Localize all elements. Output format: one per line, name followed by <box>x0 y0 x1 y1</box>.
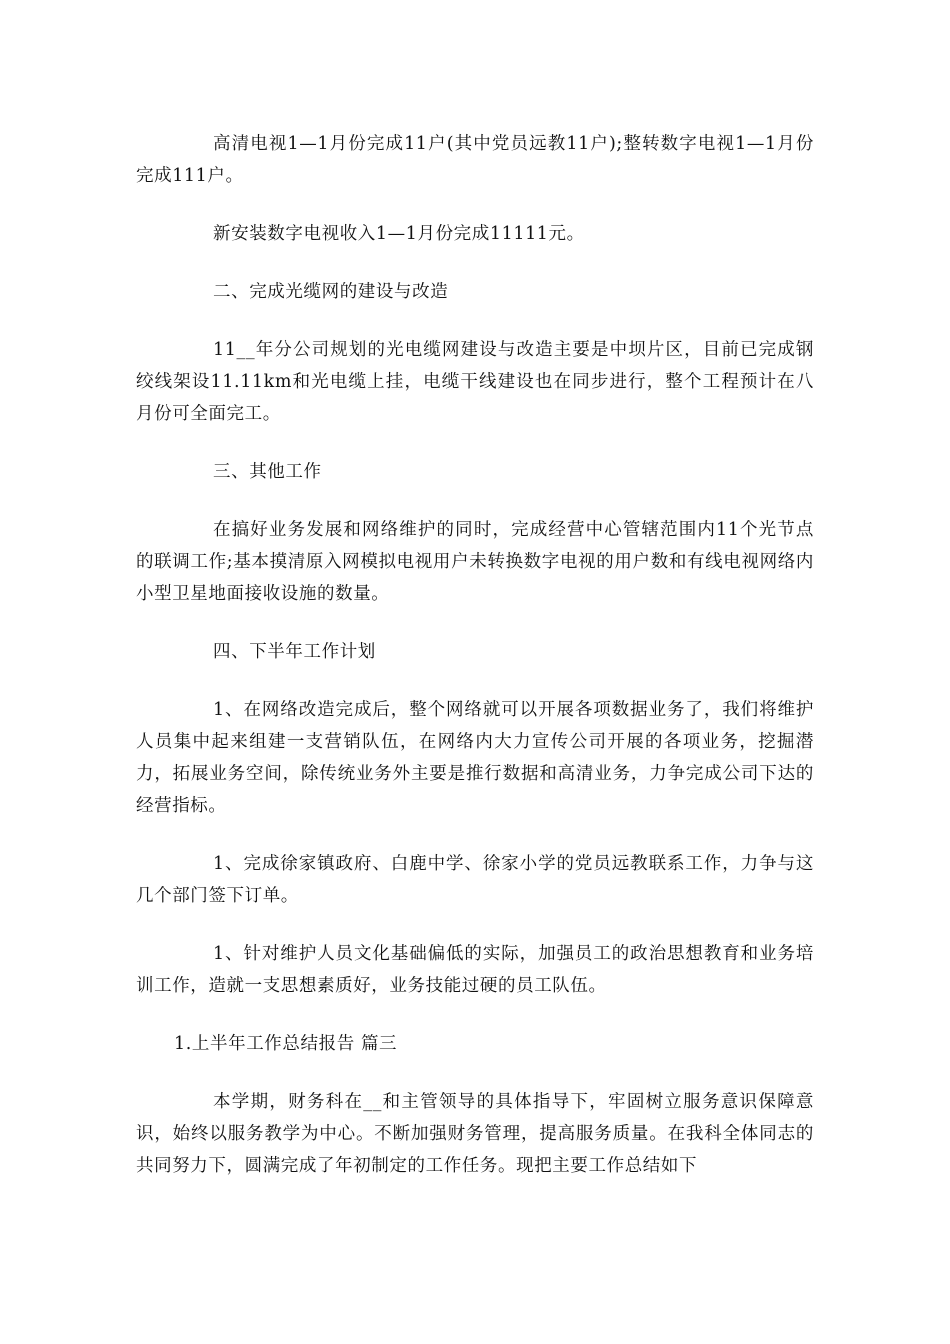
paragraph-other-work: 在搞好业务发展和网络维护的同时，完成经营中心管辖范围内11个光节点的联调工作;基本摸清原入网模拟电视用户未转换数字电视的用户数和有线电视网络内小型卫星地面接收设施的数量。 <box>136 520 814 604</box>
section-heading-second-half-plan: 四、下半年工作计划 <box>213 642 376 662</box>
paragraph-hd-tv: 高清电视1—1月份完成11户(其中党员远教11户);整转数字电视1—1月份完成111户。 <box>136 134 814 186</box>
paragraph-plan-item-3: 1、针对维护人员文化基础偏低的实际，加强员工的政治思想教育和业务培训工作，造就一支思想素质好，业务技能过硬的员工队伍。 <box>136 944 814 996</box>
paragraph-cable-construction: 11__年分公司规划的光电缆网建设与改造主要是中坝片区，目前已完成钢绞线架设11.11km和光电缆上挂，电缆干线建设也在同步进行，整个工程预计在八月份可全面完工。 <box>136 340 814 424</box>
paragraph-new-install-income: 新安装数字电视收入1—1月份完成11111元。 <box>213 224 585 244</box>
document-body <box>136 128 814 1208</box>
paragraph-finance-summary: 本学期，财务科在__和主管领导的具体指导下，牢固树立服务意识保障意识，始终以服务教学为中心。不断加强财务管理，提高服务质量。在我科全体同志的共同努力下，圆满完成了年初制定的工作任务。现把主要工作总结如下 <box>136 1092 814 1176</box>
section-heading-cable-network: 二、完成光缆网的建设与改造 <box>213 282 449 302</box>
paragraph-plan-item-2: 1、完成徐家镇政府、白鹿中学、徐家小学的党员远教联系工作，力争与这几个部门签下订单。 <box>136 854 814 906</box>
paragraph-plan-item-1: 1、在网络改造完成后，整个网络就可以开展各项数据业务了，我们将维护人员集中起来组建一支营销队伍，在网络内大力宣传公司开展的各项业务，挖掘潜力，拓展业务空间，除传统业务外主要是推行数据和高清业务，力争完成公司下达的经营指标。 <box>136 700 814 816</box>
section-heading-other-work: 三、其他工作 <box>213 462 322 482</box>
section-heading-report-part-three: 1.上半年工作总结报告 篇三 <box>174 1034 398 1054</box>
